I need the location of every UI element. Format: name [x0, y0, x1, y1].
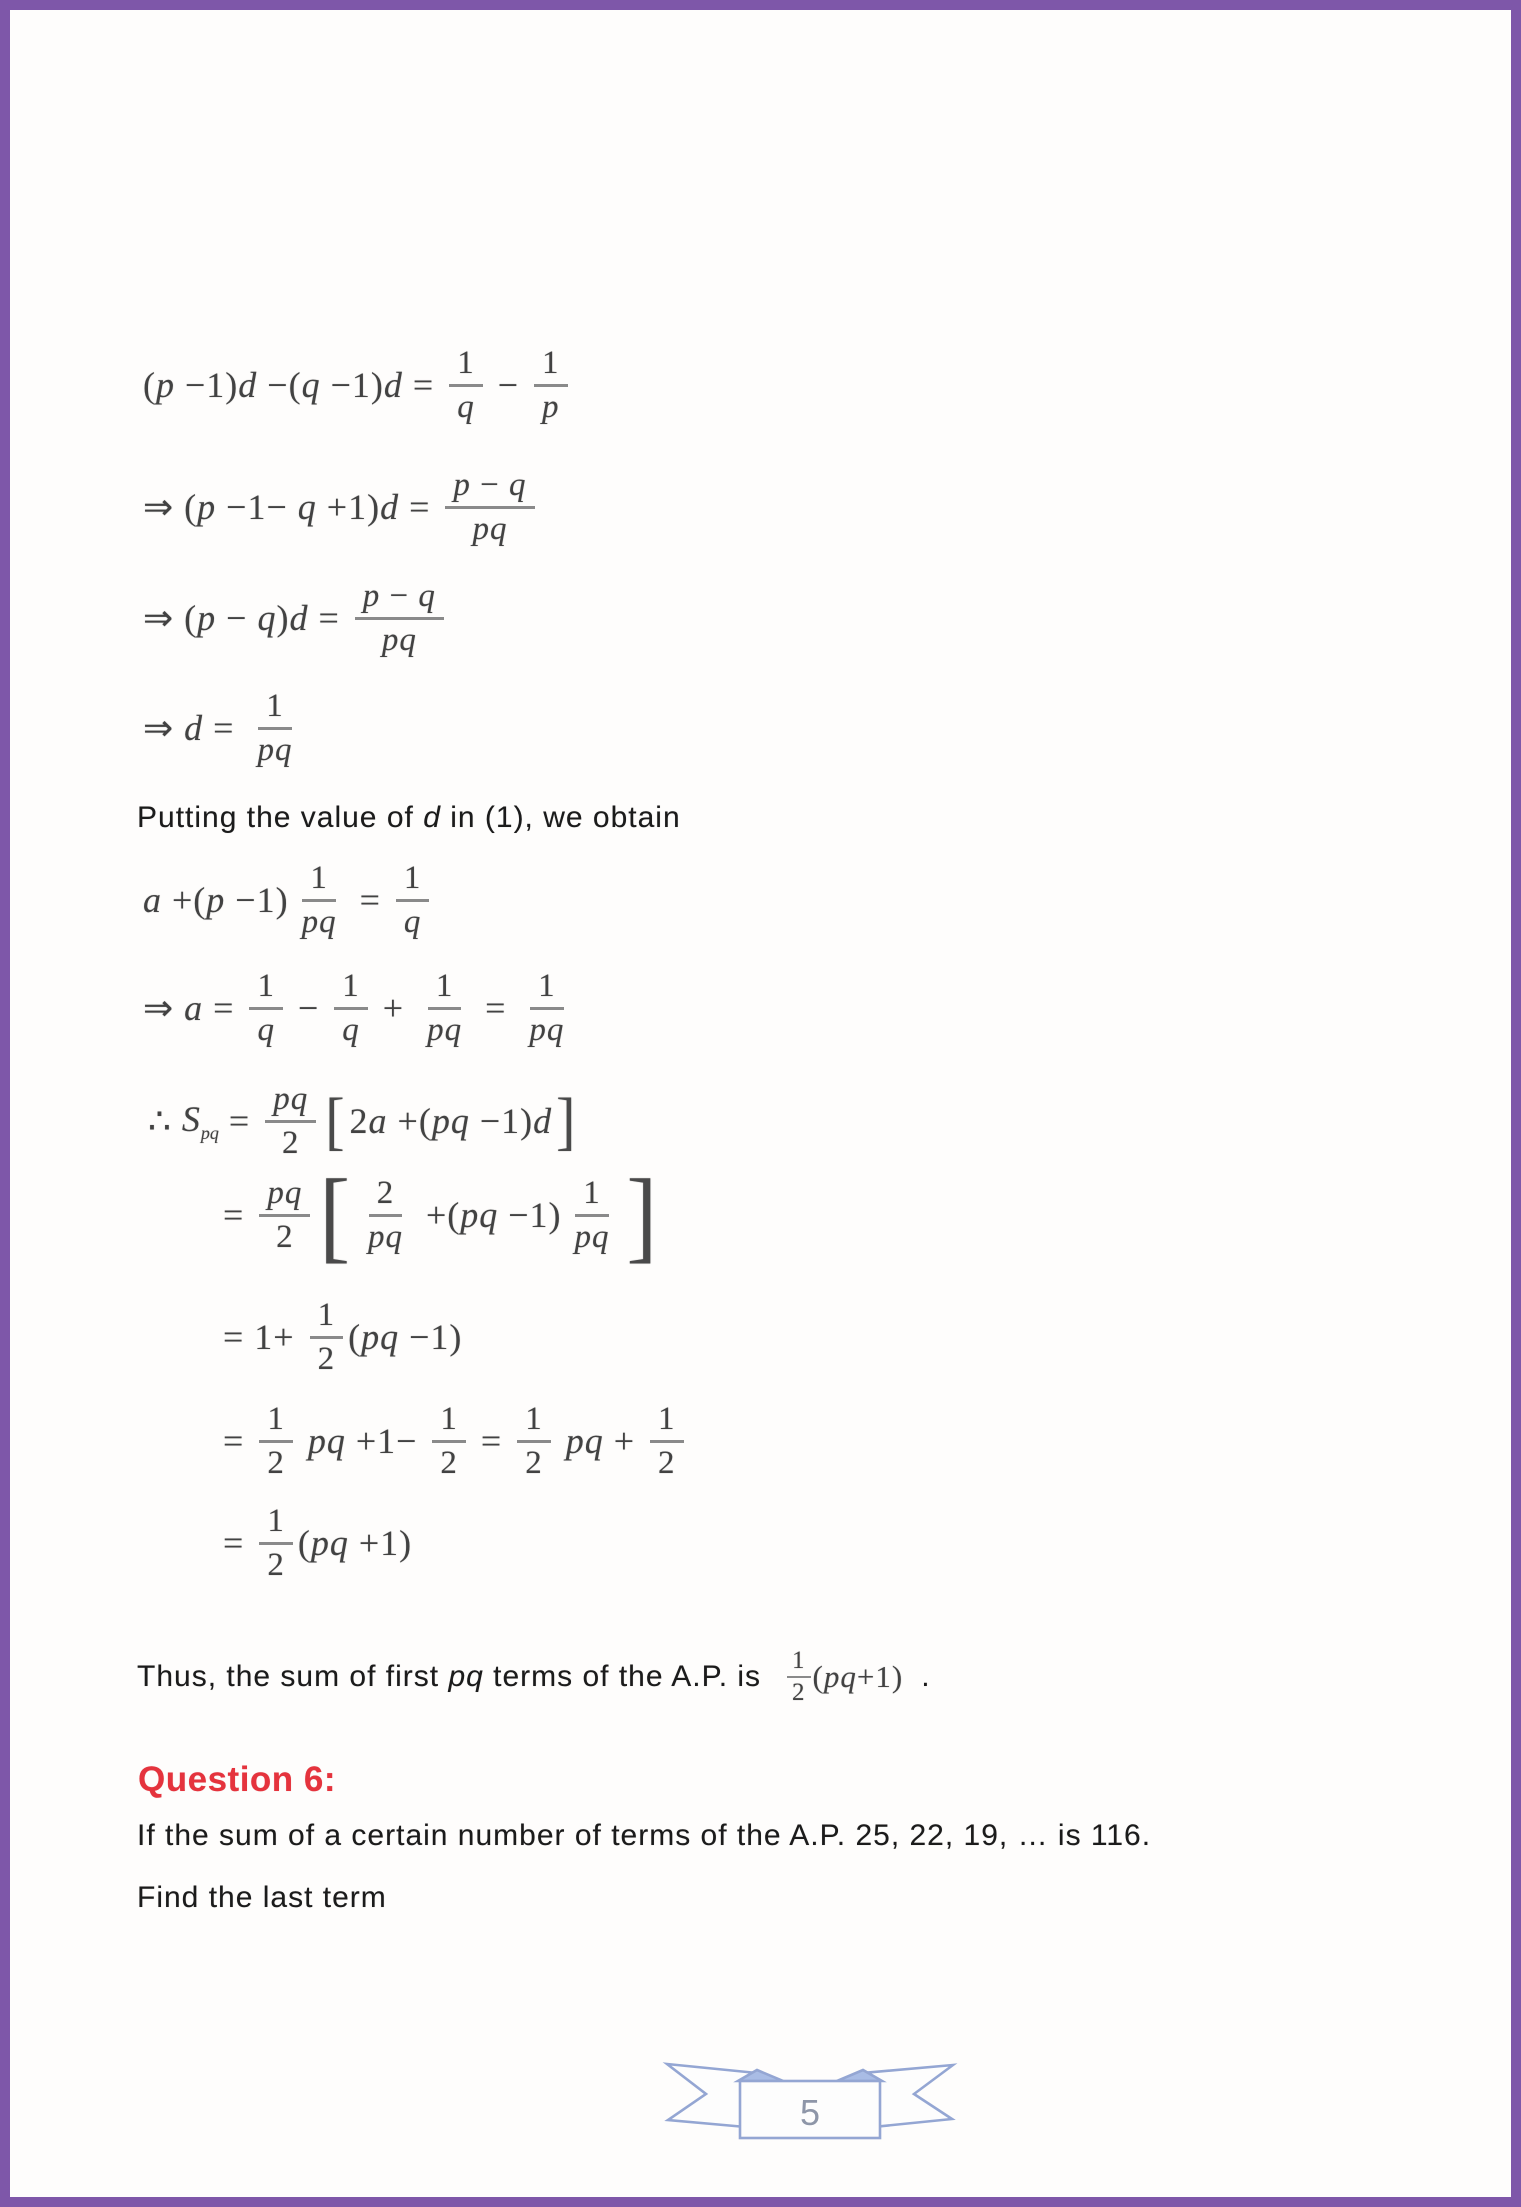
operator-text: = — [223, 1195, 255, 1236]
fraction — [310, 1298, 344, 1376]
operator-text: ( — [348, 1317, 362, 1358]
numerator — [259, 1402, 293, 1443]
operator-text: 1 — [403, 860, 422, 896]
operator-text: +1) — [348, 1523, 413, 1564]
operator-text — [556, 1420, 566, 1462]
equation-line-11 — [223, 1504, 412, 1582]
operator-text: = — [203, 708, 245, 749]
operator-text: = — [349, 880, 391, 921]
operator-text: = — [308, 598, 350, 639]
operator-text: = — [475, 988, 517, 1029]
question-heading — [138, 1760, 336, 1800]
variable: pq — [301, 903, 337, 940]
subscripted-symbol — [182, 1098, 219, 1144]
denominator — [464, 509, 515, 547]
equation-text — [143, 987, 244, 1029]
operator-text: 1 — [525, 1401, 543, 1437]
numerator — [259, 1504, 293, 1545]
variable: pq — [427, 1011, 463, 1048]
period: . — [921, 1660, 931, 1694]
operator-text: + — [372, 988, 415, 1029]
operator-text: +( — [162, 880, 207, 921]
equation-text — [556, 1420, 645, 1462]
variable: d — [533, 1101, 553, 1142]
fraction — [259, 1176, 310, 1254]
operator-text: 1 — [542, 345, 560, 381]
variable: pq — [381, 621, 417, 658]
equation-text — [416, 1194, 562, 1236]
variable: p — [206, 880, 226, 921]
variable: pq — [472, 510, 508, 547]
operator-text: 2 — [525, 1444, 543, 1481]
variable: q — [342, 1011, 360, 1048]
bracket: ] — [626, 1157, 659, 1273]
operator-text: −1) — [175, 365, 239, 406]
operator-text: 2 — [349, 1101, 369, 1142]
operator-text: 1 — [792, 1647, 806, 1674]
equation-text — [373, 987, 414, 1029]
operator-text: −1) — [399, 1317, 463, 1358]
paragraph-conclusion — [137, 1648, 931, 1707]
numerator — [449, 346, 483, 387]
text-segment: Thus, the sum of first — [137, 1660, 449, 1694]
numerator — [517, 1402, 551, 1443]
denominator — [334, 1010, 368, 1048]
denominator — [374, 620, 425, 658]
variable: d — [184, 708, 204, 749]
fraction — [294, 861, 345, 939]
text-segment: Find the last term — [137, 1881, 387, 1914]
variable: S — [181, 1099, 201, 1140]
fraction — [355, 579, 444, 657]
equation-text — [488, 364, 529, 406]
operator-text: −1) — [498, 1195, 562, 1236]
operator-text: ( — [297, 1523, 311, 1564]
equation-line-10 — [223, 1402, 689, 1480]
operator-text: = — [402, 365, 445, 406]
denominator — [310, 1339, 344, 1377]
fraction — [650, 1402, 684, 1480]
equation-text — [298, 1420, 428, 1462]
equation-line-7 — [148, 1082, 580, 1160]
denominator — [268, 1217, 302, 1255]
operator-text: 2 — [276, 1218, 294, 1255]
variable: p — [197, 598, 217, 639]
variable: p — [453, 467, 471, 503]
operator-text: 1 — [267, 1503, 285, 1539]
fraction — [259, 1504, 293, 1582]
text-segment: Putting the value of — [137, 801, 424, 834]
equation-line-6 — [143, 969, 577, 1047]
variable: d — [238, 365, 258, 406]
variable: d — [289, 598, 309, 639]
operator-text: +( — [415, 1195, 461, 1236]
variable: q — [257, 598, 277, 639]
paragraph-putting-value — [137, 800, 681, 836]
operator-text: 1 — [583, 1175, 601, 1211]
numerator — [302, 861, 336, 902]
variable: q — [457, 388, 475, 425]
operator-text: +( — [387, 1101, 432, 1142]
equation-text — [223, 1522, 254, 1564]
operator-text: 2 — [792, 1679, 806, 1707]
equation-text — [143, 879, 289, 921]
operator-text: − — [287, 988, 330, 1029]
operator-text: ( — [812, 1659, 824, 1695]
operator-text: = 1+ — [223, 1317, 305, 1358]
variable: a — [368, 1101, 388, 1142]
operator-text — [298, 1420, 308, 1462]
operator-text: −1) — [469, 1101, 534, 1142]
operator-text: − — [487, 365, 530, 406]
text-segment: terms of the A.P. is — [483, 1660, 762, 1694]
denominator — [521, 1010, 572, 1048]
variable: q — [509, 467, 527, 503]
fraction — [360, 1176, 411, 1254]
equation-text — [143, 597, 350, 639]
denominator — [567, 1217, 618, 1255]
operator-text: − — [470, 467, 509, 503]
denominator — [432, 1443, 466, 1481]
equation-line-8 — [223, 1157, 662, 1273]
equation-line-2 — [143, 468, 540, 546]
equation-text — [348, 1316, 462, 1358]
numerator — [787, 1648, 811, 1678]
fraction — [521, 969, 572, 1047]
equation-line-4 — [143, 689, 305, 767]
equation-text — [148, 1100, 182, 1142]
bracket: [ — [319, 1157, 351, 1273]
variable: d — [380, 487, 400, 528]
operator-text: = — [399, 487, 441, 528]
subscript-text: pq — [200, 1123, 219, 1144]
equation-text — [143, 364, 444, 406]
fraction — [259, 1402, 293, 1480]
fraction — [445, 468, 534, 546]
variable: pq — [267, 1175, 303, 1211]
variable: pq — [460, 1195, 499, 1236]
denominator — [449, 387, 483, 425]
numerator — [249, 969, 283, 1010]
equation-text — [143, 486, 440, 528]
operator-text: ⇒ ( — [143, 487, 198, 528]
operator-text: 2 — [658, 1444, 676, 1481]
fraction — [534, 346, 568, 424]
variable: a — [143, 880, 162, 921]
denominator — [360, 1217, 411, 1255]
variable: pq — [367, 1218, 403, 1255]
operator-text: 2 — [267, 1444, 285, 1481]
equation-line-1 — [143, 346, 573, 424]
operator-text: 1 — [317, 1297, 336, 1333]
operator-text: 1 — [440, 1401, 458, 1437]
variable: pq — [361, 1317, 400, 1358]
operator-text: −( — [257, 365, 302, 406]
operator-text: 1 — [658, 1401, 676, 1437]
variable: q — [297, 487, 317, 528]
operator-text: = — [218, 1101, 261, 1142]
operator-text: + — [603, 1421, 646, 1462]
denominator — [396, 902, 430, 940]
denominator — [294, 902, 345, 940]
variable: q — [418, 578, 436, 614]
fraction — [249, 969, 283, 1047]
fraction — [265, 1082, 316, 1160]
variable: pq — [310, 1523, 349, 1564]
denominator — [650, 1443, 684, 1481]
denominator — [249, 730, 300, 768]
italic-text: pq — [448, 1660, 484, 1694]
variable: q — [403, 903, 422, 940]
variable: pq — [529, 1011, 565, 1048]
variable: p — [362, 578, 381, 614]
fraction — [449, 346, 483, 424]
equation-text — [350, 879, 391, 921]
text-segment: If the sum of a certain number of terms of the A.P. 25, 22, 19, … is 116. — [137, 1819, 1152, 1852]
fraction — [517, 1402, 551, 1480]
operator-text: 2 — [281, 1124, 300, 1161]
numerator — [334, 969, 368, 1010]
denominator — [787, 1678, 811, 1706]
variable: pq — [574, 1218, 610, 1255]
operator-text: ⇒ — [143, 708, 185, 749]
variable: d — [383, 365, 403, 406]
bracket: ] — [556, 1084, 577, 1158]
equation-text — [475, 987, 516, 1029]
fraction — [419, 969, 470, 1047]
operator-text: ( — [143, 365, 156, 406]
operator-text: = — [470, 1421, 513, 1462]
numerator — [650, 1402, 684, 1443]
numerator — [445, 468, 534, 509]
question-line-2 — [137, 1880, 387, 1916]
operator-text: −1) — [225, 880, 289, 921]
operator-text: ) — [276, 598, 290, 639]
conclusion-formula — [785, 1648, 903, 1707]
denominator — [534, 387, 568, 425]
numerator — [265, 1082, 316, 1123]
operator-text: 1 — [310, 860, 328, 896]
text-segment: in (1), we obtain — [440, 801, 681, 834]
equation-text — [471, 1420, 512, 1462]
variable: pq — [431, 1101, 470, 1142]
equation-line-9 — [223, 1298, 462, 1376]
equation-text — [223, 1316, 305, 1358]
variable: q — [301, 365, 321, 406]
variable: pq — [565, 1421, 604, 1462]
operator-text: 2 — [267, 1546, 285, 1583]
variable: q — [257, 1011, 275, 1048]
fraction — [249, 689, 300, 767]
numerator — [432, 1402, 466, 1443]
subscript — [201, 1123, 219, 1143]
equation-text — [223, 1194, 254, 1236]
page-number-ribbon — [660, 2052, 960, 2147]
operator-text: = — [203, 988, 245, 1029]
fraction — [787, 1648, 811, 1707]
numerator — [428, 969, 462, 1010]
operator-text: +1) — [856, 1659, 904, 1695]
equation-text — [288, 987, 329, 1029]
question-line-1 — [137, 1818, 1151, 1854]
variable: pq — [273, 1081, 309, 1117]
variable: pq — [823, 1659, 857, 1695]
numerator — [575, 1176, 609, 1217]
denominator — [274, 1123, 308, 1161]
fraction — [567, 1176, 618, 1254]
numerator — [396, 861, 430, 902]
operator-text: − — [216, 598, 258, 639]
operator-text: 1 — [342, 968, 360, 1004]
denominator — [249, 1010, 283, 1048]
operator-text: 1 — [435, 968, 454, 1004]
equation-text — [813, 1659, 904, 1695]
fraction — [432, 1402, 466, 1480]
operator-text: 1 — [266, 688, 284, 724]
operator-text: = — [223, 1421, 255, 1462]
numerator — [369, 1176, 403, 1217]
variable: p — [542, 388, 560, 425]
equation-text — [219, 1100, 260, 1142]
equation-line-3 — [143, 579, 449, 657]
operator-text: 2 — [440, 1444, 458, 1481]
denominator — [419, 1010, 470, 1048]
operator-text: +1) — [316, 487, 381, 528]
operator-text: 1 — [257, 968, 275, 1004]
equation-text — [143, 707, 244, 749]
operator-text: = — [223, 1523, 255, 1564]
numerator — [355, 579, 444, 620]
variable: a — [184, 988, 204, 1029]
operator-text: 1 — [538, 968, 556, 1004]
operator-text: ⇒ — [143, 988, 185, 1029]
equation-text — [223, 1420, 254, 1462]
italic-text: d — [423, 801, 441, 834]
variable: p — [197, 487, 217, 528]
operator-text: 2 — [317, 1340, 336, 1377]
denominator — [259, 1545, 293, 1583]
operator-text: − — [380, 578, 419, 614]
operator-text: 2 — [376, 1175, 395, 1211]
numerator — [258, 689, 292, 730]
operator-text: −1− — [216, 487, 298, 528]
operator-text: +1− — [345, 1421, 428, 1462]
operator-text: 1 — [457, 345, 475, 381]
denominator — [259, 1443, 293, 1481]
fraction — [396, 861, 430, 939]
fraction — [334, 969, 368, 1047]
variable: pq — [257, 731, 293, 768]
numerator — [310, 1298, 344, 1339]
operator-text: −1) — [320, 365, 384, 406]
conclusion-text — [137, 1660, 761, 1694]
numerator — [259, 1176, 310, 1217]
text-segment: Question 6: — [138, 1760, 337, 1799]
numerator — [530, 969, 564, 1010]
denominator — [517, 1443, 551, 1481]
equation-text — [298, 1522, 412, 1564]
numerator — [534, 346, 568, 387]
equation-line-5 — [143, 861, 434, 939]
bracket: [ — [325, 1084, 346, 1158]
equation-text — [350, 1100, 553, 1142]
variable: p — [156, 365, 175, 406]
operator-text: ⇒ ( — [143, 598, 198, 639]
page-number: 5 — [799, 2092, 821, 2133]
operator-text: ∴ — [148, 1101, 182, 1142]
variable: pq — [307, 1421, 346, 1462]
operator-text: 1 — [267, 1401, 285, 1437]
